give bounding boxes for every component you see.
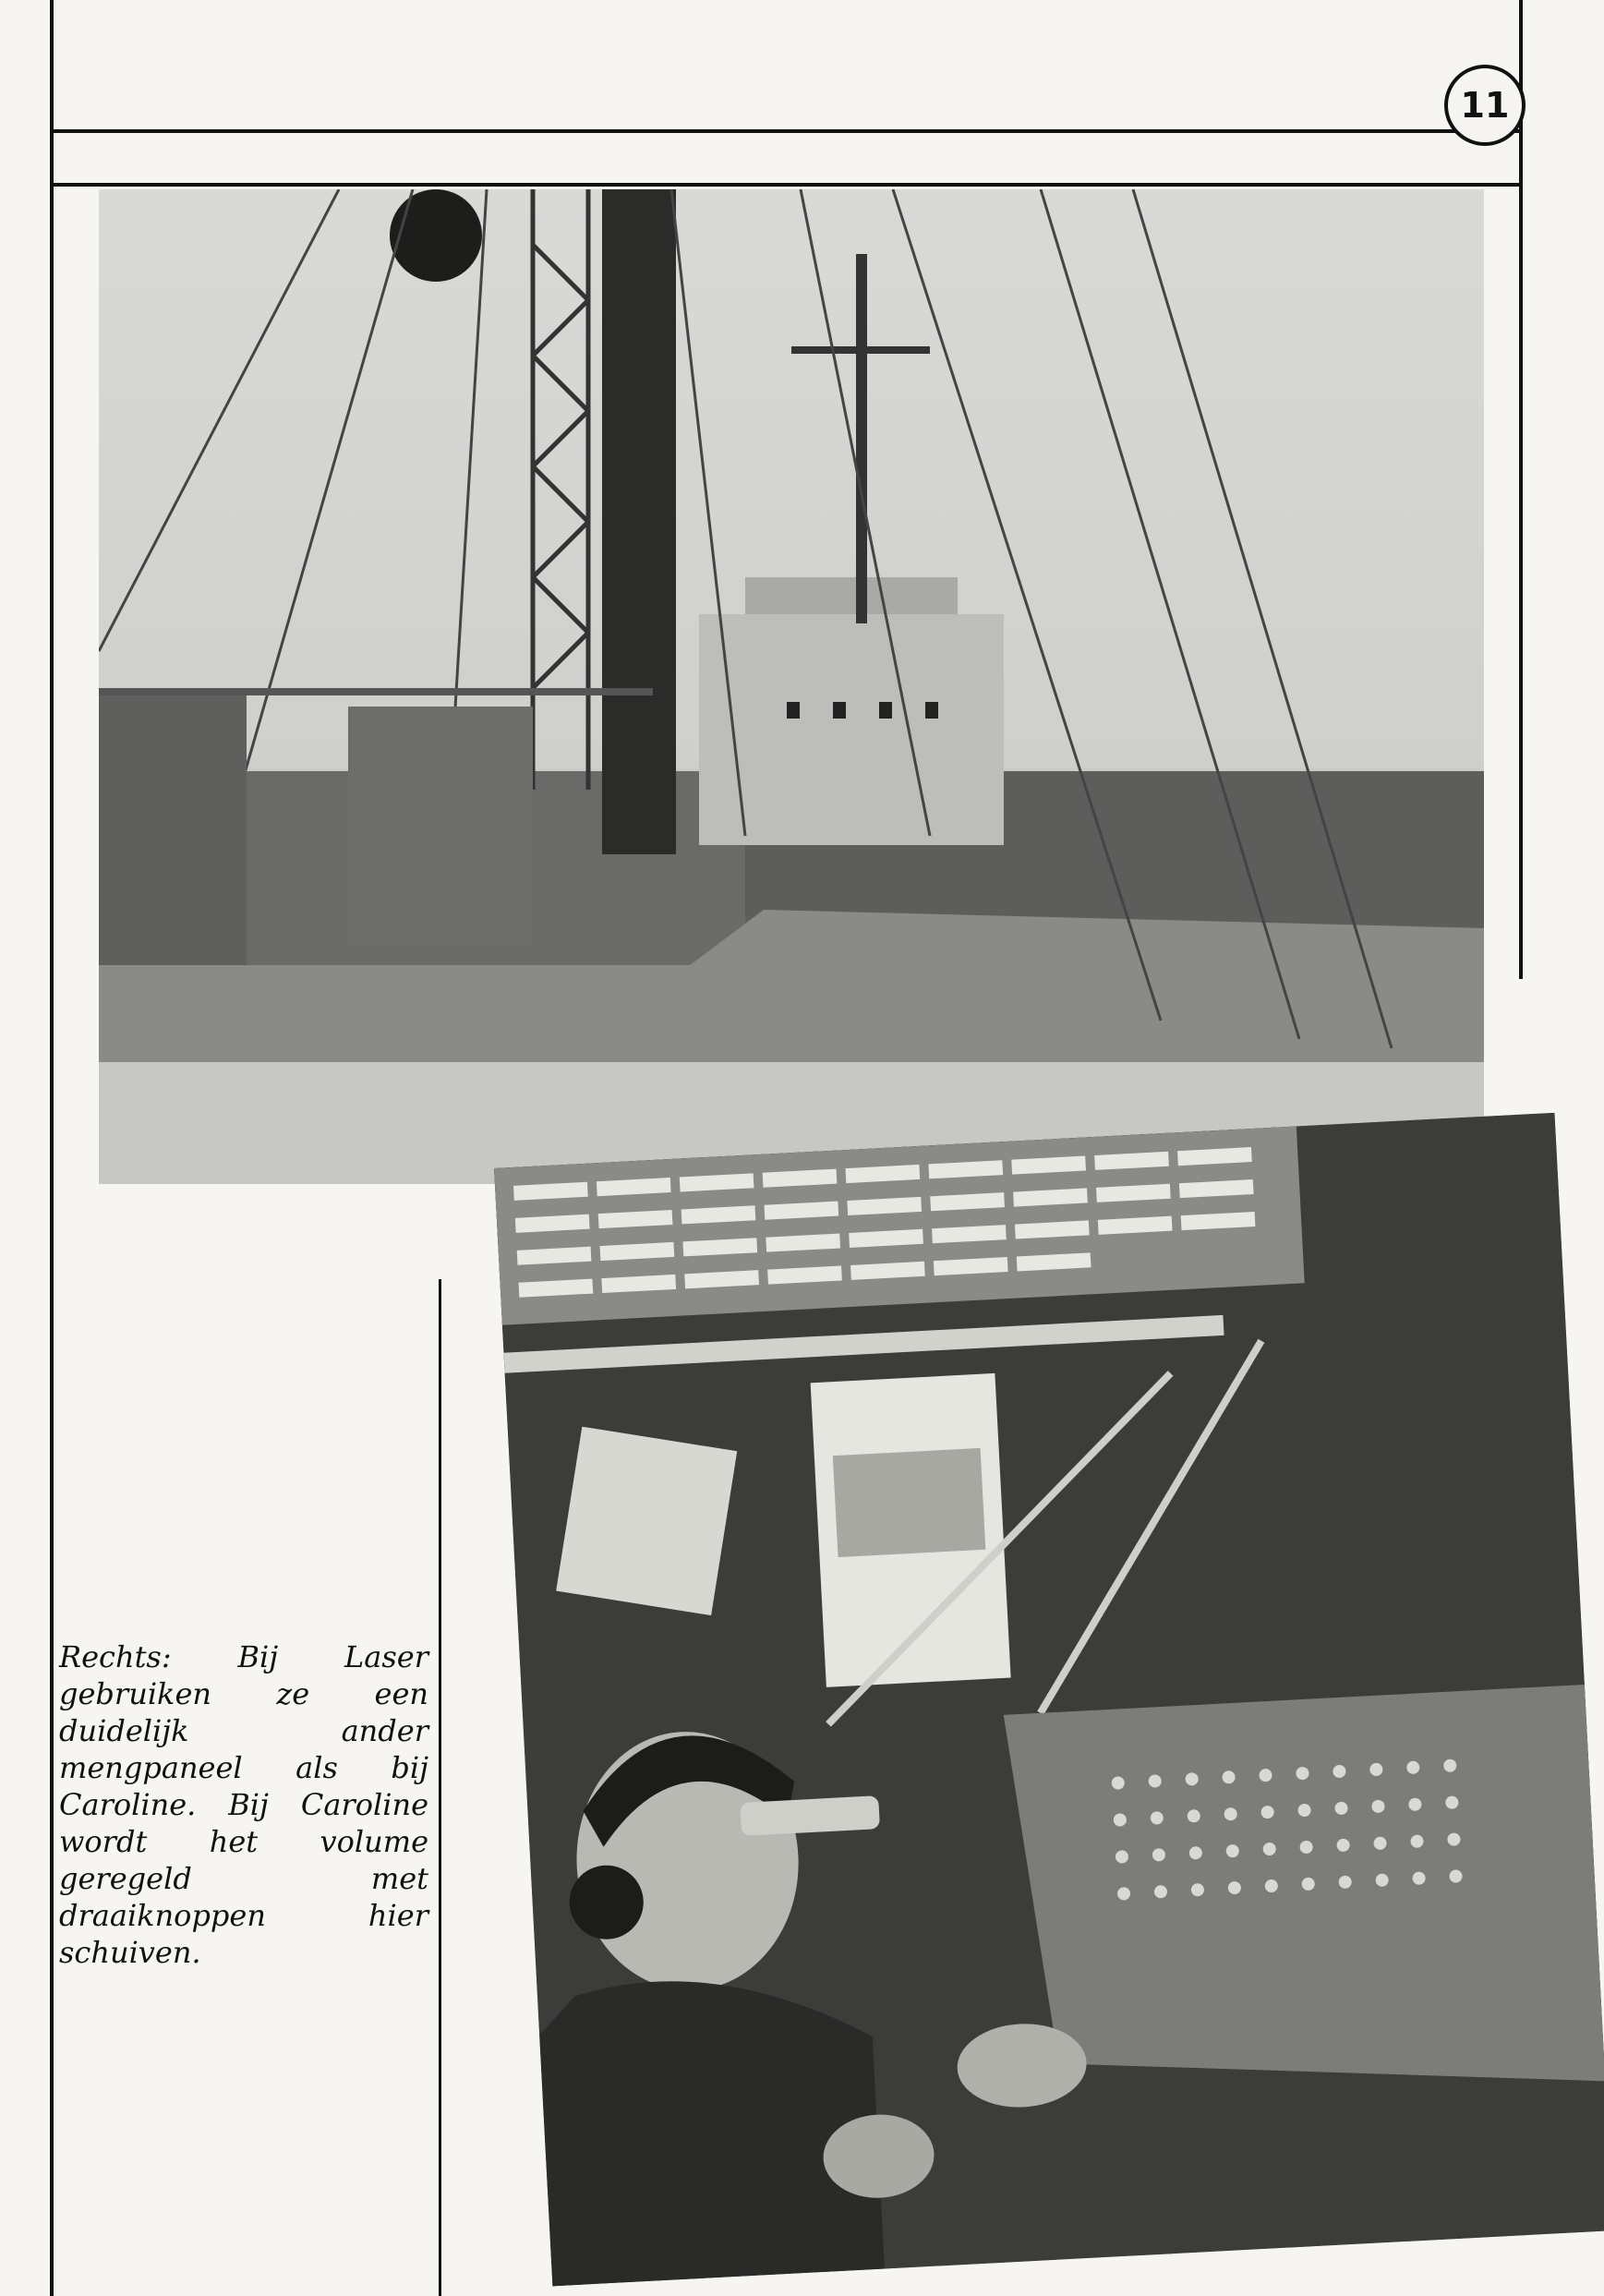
ship-photo <box>99 189 1484 1184</box>
left-border-line <box>50 0 54 2296</box>
photo-caption: Rechts: Bij Laser gebruiken ze een duidelijk ander mengpaneel als bij Caroline. Bij Caroline wordt het volume geregeld met draaiknoppen hier schuiven. <box>59 1639 428 1970</box>
studio-photo-illustration <box>494 1113 1604 2287</box>
header-rule-bottom <box>50 183 1523 187</box>
header-rule-top <box>50 129 1523 133</box>
page-number-text: 11 <box>1460 85 1510 126</box>
ship-photo-illustration <box>99 189 1484 1184</box>
studio-photo <box>494 1113 1604 2287</box>
right-border-line <box>1519 0 1523 979</box>
page-number <box>1444 65 1526 146</box>
caption-column-line <box>439 1279 441 2296</box>
